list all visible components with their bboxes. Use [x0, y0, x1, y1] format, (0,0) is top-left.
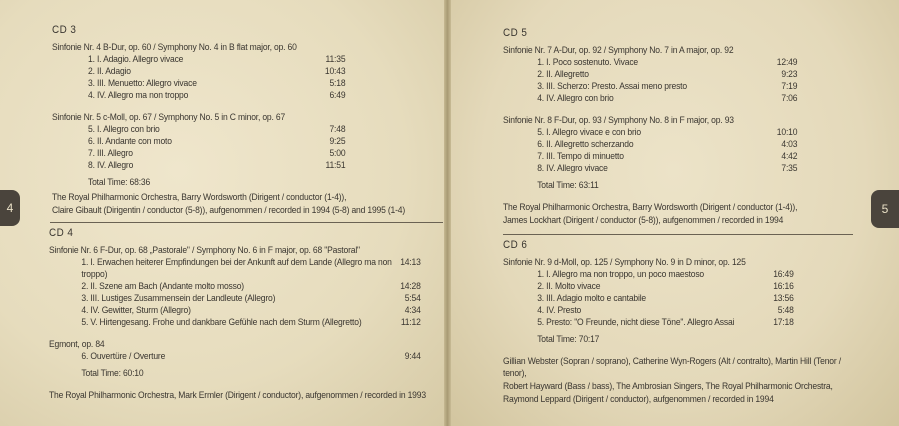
- track-title: 3. III. Scherzo: Presto. Assai meno presto: [537, 81, 687, 92]
- track-row: [503, 81, 797, 93]
- track-duration: 5:54: [404, 293, 421, 304]
- credits-line: Raymond Leppard (Dirigent / conductor), aufgenommen / recorded in 1994: [503, 394, 774, 405]
- track-duration: 7:19: [781, 81, 798, 92]
- page-number-tab-left: [0, 190, 20, 226]
- cd-label: CD 4: [49, 227, 74, 239]
- track-title: 8. IV. Allegro vivace: [537, 163, 608, 174]
- page-number-tab-right: [871, 190, 899, 228]
- track-duration: 12:49: [776, 57, 798, 68]
- cd5-section: [503, 26, 859, 227]
- total-time: Total Time: 70:17: [537, 334, 600, 345]
- track-title: 3. III. Menuetto: Allegro vivace: [88, 78, 197, 89]
- track-title: 7. III. Allegro: [88, 148, 133, 159]
- work-title: Sinfonie Nr. 5 c-Moll, op. 67 / Symphony No. 5 in C minor, op. 67: [52, 112, 286, 123]
- track-row: [503, 69, 797, 81]
- work-title: Sinfonie Nr. 6 F-Dur, op. 68 „Pastorale" / Symphony No. 6 in F major, op. 68 "Pastoral": [49, 245, 360, 256]
- track-row: [503, 163, 797, 175]
- track-title: 1. I. Erwachen heiterer Empfindungen bei der Ankunft auf dem Lande (Allegro ma non troppo): [81, 257, 392, 280]
- track-row: [503, 269, 794, 281]
- track-duration: 17:18: [773, 317, 794, 328]
- track-duration: 4:34: [404, 305, 421, 316]
- track-row: [52, 136, 345, 148]
- track-row: [503, 293, 794, 305]
- credits-line: The Royal Philharmonic Orchestra, Mark Ermler (Dirigent / conductor), aufgenommen / recorded in 1993: [49, 390, 426, 401]
- track-duration: 7:48: [329, 124, 346, 135]
- track-duration: 10:10: [776, 127, 798, 138]
- track-title: 3. III. Adagio molto e cantabile: [537, 293, 647, 304]
- track-row: [503, 127, 797, 139]
- divider: [503, 234, 853, 235]
- track-duration: 6:49: [329, 90, 346, 101]
- track-title: 2. II. Szene am Bach (Andante molto mosso): [81, 281, 244, 292]
- credits-line: The Royal Philharmonic Orchestra, Barry Wordsworth (Dirigent / conductor (1-4)),: [52, 192, 347, 203]
- track-title: 5. Presto: "O Freunde, nicht diese Töne". Allegro Assai: [537, 317, 735, 328]
- track-row: [49, 351, 421, 363]
- track-duration: 4:03: [781, 139, 798, 150]
- cd-label: CD 3: [52, 24, 77, 36]
- track-duration: 11:51: [325, 160, 346, 171]
- track-duration: 11:35: [325, 54, 346, 65]
- track-title: 6. II. Allegretto scherzando: [537, 139, 634, 150]
- track-duration: 7:06: [781, 93, 798, 104]
- total-time: Total Time: 68:36: [88, 177, 151, 188]
- track-title: 1. I. Adagio. Allegro vivace: [88, 54, 184, 65]
- track-title: 6. Ouvertüre / Overture: [81, 351, 166, 362]
- track-duration: 10:43: [324, 66, 346, 77]
- track-duration: 9:25: [329, 136, 346, 147]
- track-duration: 16:16: [773, 281, 794, 292]
- booklet-fold: [444, 0, 451, 426]
- page-number: 4: [6, 201, 14, 215]
- track-title: 4. IV. Allegro ma non troppo: [88, 90, 189, 101]
- track-row: [52, 124, 345, 136]
- track-duration: 13:56: [773, 293, 794, 304]
- track-duration: 14:13: [400, 257, 421, 268]
- credits-line: Claire Gibault (Dirigentin / conductor (5-8)), aufgenommen / recorded in 1994 (5-8) and 1995 (1-4): [52, 205, 406, 216]
- track-title: 2. II. Adagio: [88, 66, 131, 77]
- divider: [50, 222, 443, 223]
- track-duration: 16:49: [773, 269, 794, 280]
- cd3-section: [52, 23, 408, 217]
- track-title: 5. I. Allegro con brio: [88, 124, 160, 135]
- track-title: 1. I. Allegro ma non troppo, un poco maestoso: [537, 269, 705, 280]
- cd4-section: [49, 226, 445, 402]
- total-time: Total Time: 63:11: [537, 180, 599, 191]
- credits-line: Robert Hayward (Bass / bass), The Ambrosian Singers, The Royal Philharmonic Orchestra,: [503, 381, 833, 392]
- work-title: Sinfonie Nr. 7 A-Dur, op. 92 / Symphony No. 7 in A major, op. 92: [503, 45, 734, 56]
- track-duration: 11:12: [400, 317, 421, 328]
- track-row: [503, 93, 797, 105]
- track-title: 7. III. Tempo di minuetto: [537, 151, 624, 162]
- track-title: 4. IV. Allegro con brio: [537, 93, 614, 104]
- track-row: [503, 281, 794, 293]
- track-title: 4. IV. Gewitter, Sturm (Allegro): [81, 305, 191, 316]
- track-row: [49, 293, 421, 305]
- cd6-section: [503, 238, 859, 406]
- track-title: 8. IV. Allegro: [88, 160, 134, 171]
- track-duration: 9:23: [781, 69, 798, 80]
- track-row: [49, 305, 421, 317]
- work-title: Egmont, op. 84: [49, 339, 105, 350]
- track-title: 5. V. Hirtengesang. Frohe und dankbare Gefühle nach dem Sturm (Allegretto): [81, 317, 362, 328]
- track-title: 3. III. Lustiges Zusammensein der Landleute (Allegro): [81, 293, 276, 304]
- work-title: Sinfonie Nr. 4 B-Dur, op. 60 / Symphony No. 4 in B flat major, op. 60: [52, 42, 297, 53]
- track-duration: 5:00: [329, 148, 346, 159]
- track-title: 2. II. Allegretto: [537, 69, 589, 80]
- cd-label: CD 5: [503, 27, 528, 39]
- track-row: [503, 57, 797, 69]
- track-row: [503, 151, 797, 163]
- track-row: [52, 160, 345, 172]
- track-row: [52, 90, 345, 102]
- credits-line: Gillian Webster (Sopran / soprano), Catherine Wyn-Rogers (Alt / contralto), Martin Hill (Tenor / tenor),: [503, 356, 841, 379]
- track-row: [49, 317, 421, 329]
- track-title: 2. II. Molto vivace: [537, 281, 601, 292]
- track-duration: 5:48: [777, 305, 794, 316]
- total-time: Total Time: 60:10: [81, 368, 144, 379]
- track-title: 6. II. Andante con moto: [88, 136, 172, 147]
- track-row: [503, 139, 797, 151]
- track-title: 5. I. Allegro vivace e con brio: [537, 127, 641, 138]
- page-number: 5: [881, 202, 889, 216]
- track-title: 4. IV. Presto: [537, 305, 582, 316]
- work-title: Sinfonie Nr. 8 F-Dur, op. 93 / Symphony No. 8 in F major, op. 93: [503, 115, 734, 126]
- track-row: [52, 148, 345, 160]
- track-row: [52, 66, 345, 78]
- track-row: [52, 54, 345, 66]
- track-row: [49, 281, 421, 293]
- credits-line: The Royal Philharmonic Orchestra, Barry Wordsworth (Dirigent / conductor (1-4)),: [503, 202, 798, 213]
- track-duration: 5:18: [329, 78, 346, 89]
- track-row: [52, 78, 345, 90]
- track-row: [503, 305, 794, 317]
- credits-line: James Lockhart (Dirigent / conductor (5-8)), aufgenommen / recorded in 1994: [503, 215, 784, 226]
- track-duration: 14:28: [400, 281, 421, 292]
- track-duration: 9:44: [404, 351, 421, 362]
- work-title: Sinfonie Nr. 9 d-Moll, op. 125 / Symphony No. 9 in D minor, op. 125: [503, 257, 746, 268]
- cd-label: CD 6: [503, 239, 528, 251]
- track-row: [49, 257, 421, 281]
- track-duration: 4:42: [781, 151, 798, 162]
- track-row: [503, 317, 794, 329]
- track-title: 1. I. Poco sostenuto. Vivace: [537, 57, 638, 68]
- track-duration: 7:35: [781, 163, 798, 174]
